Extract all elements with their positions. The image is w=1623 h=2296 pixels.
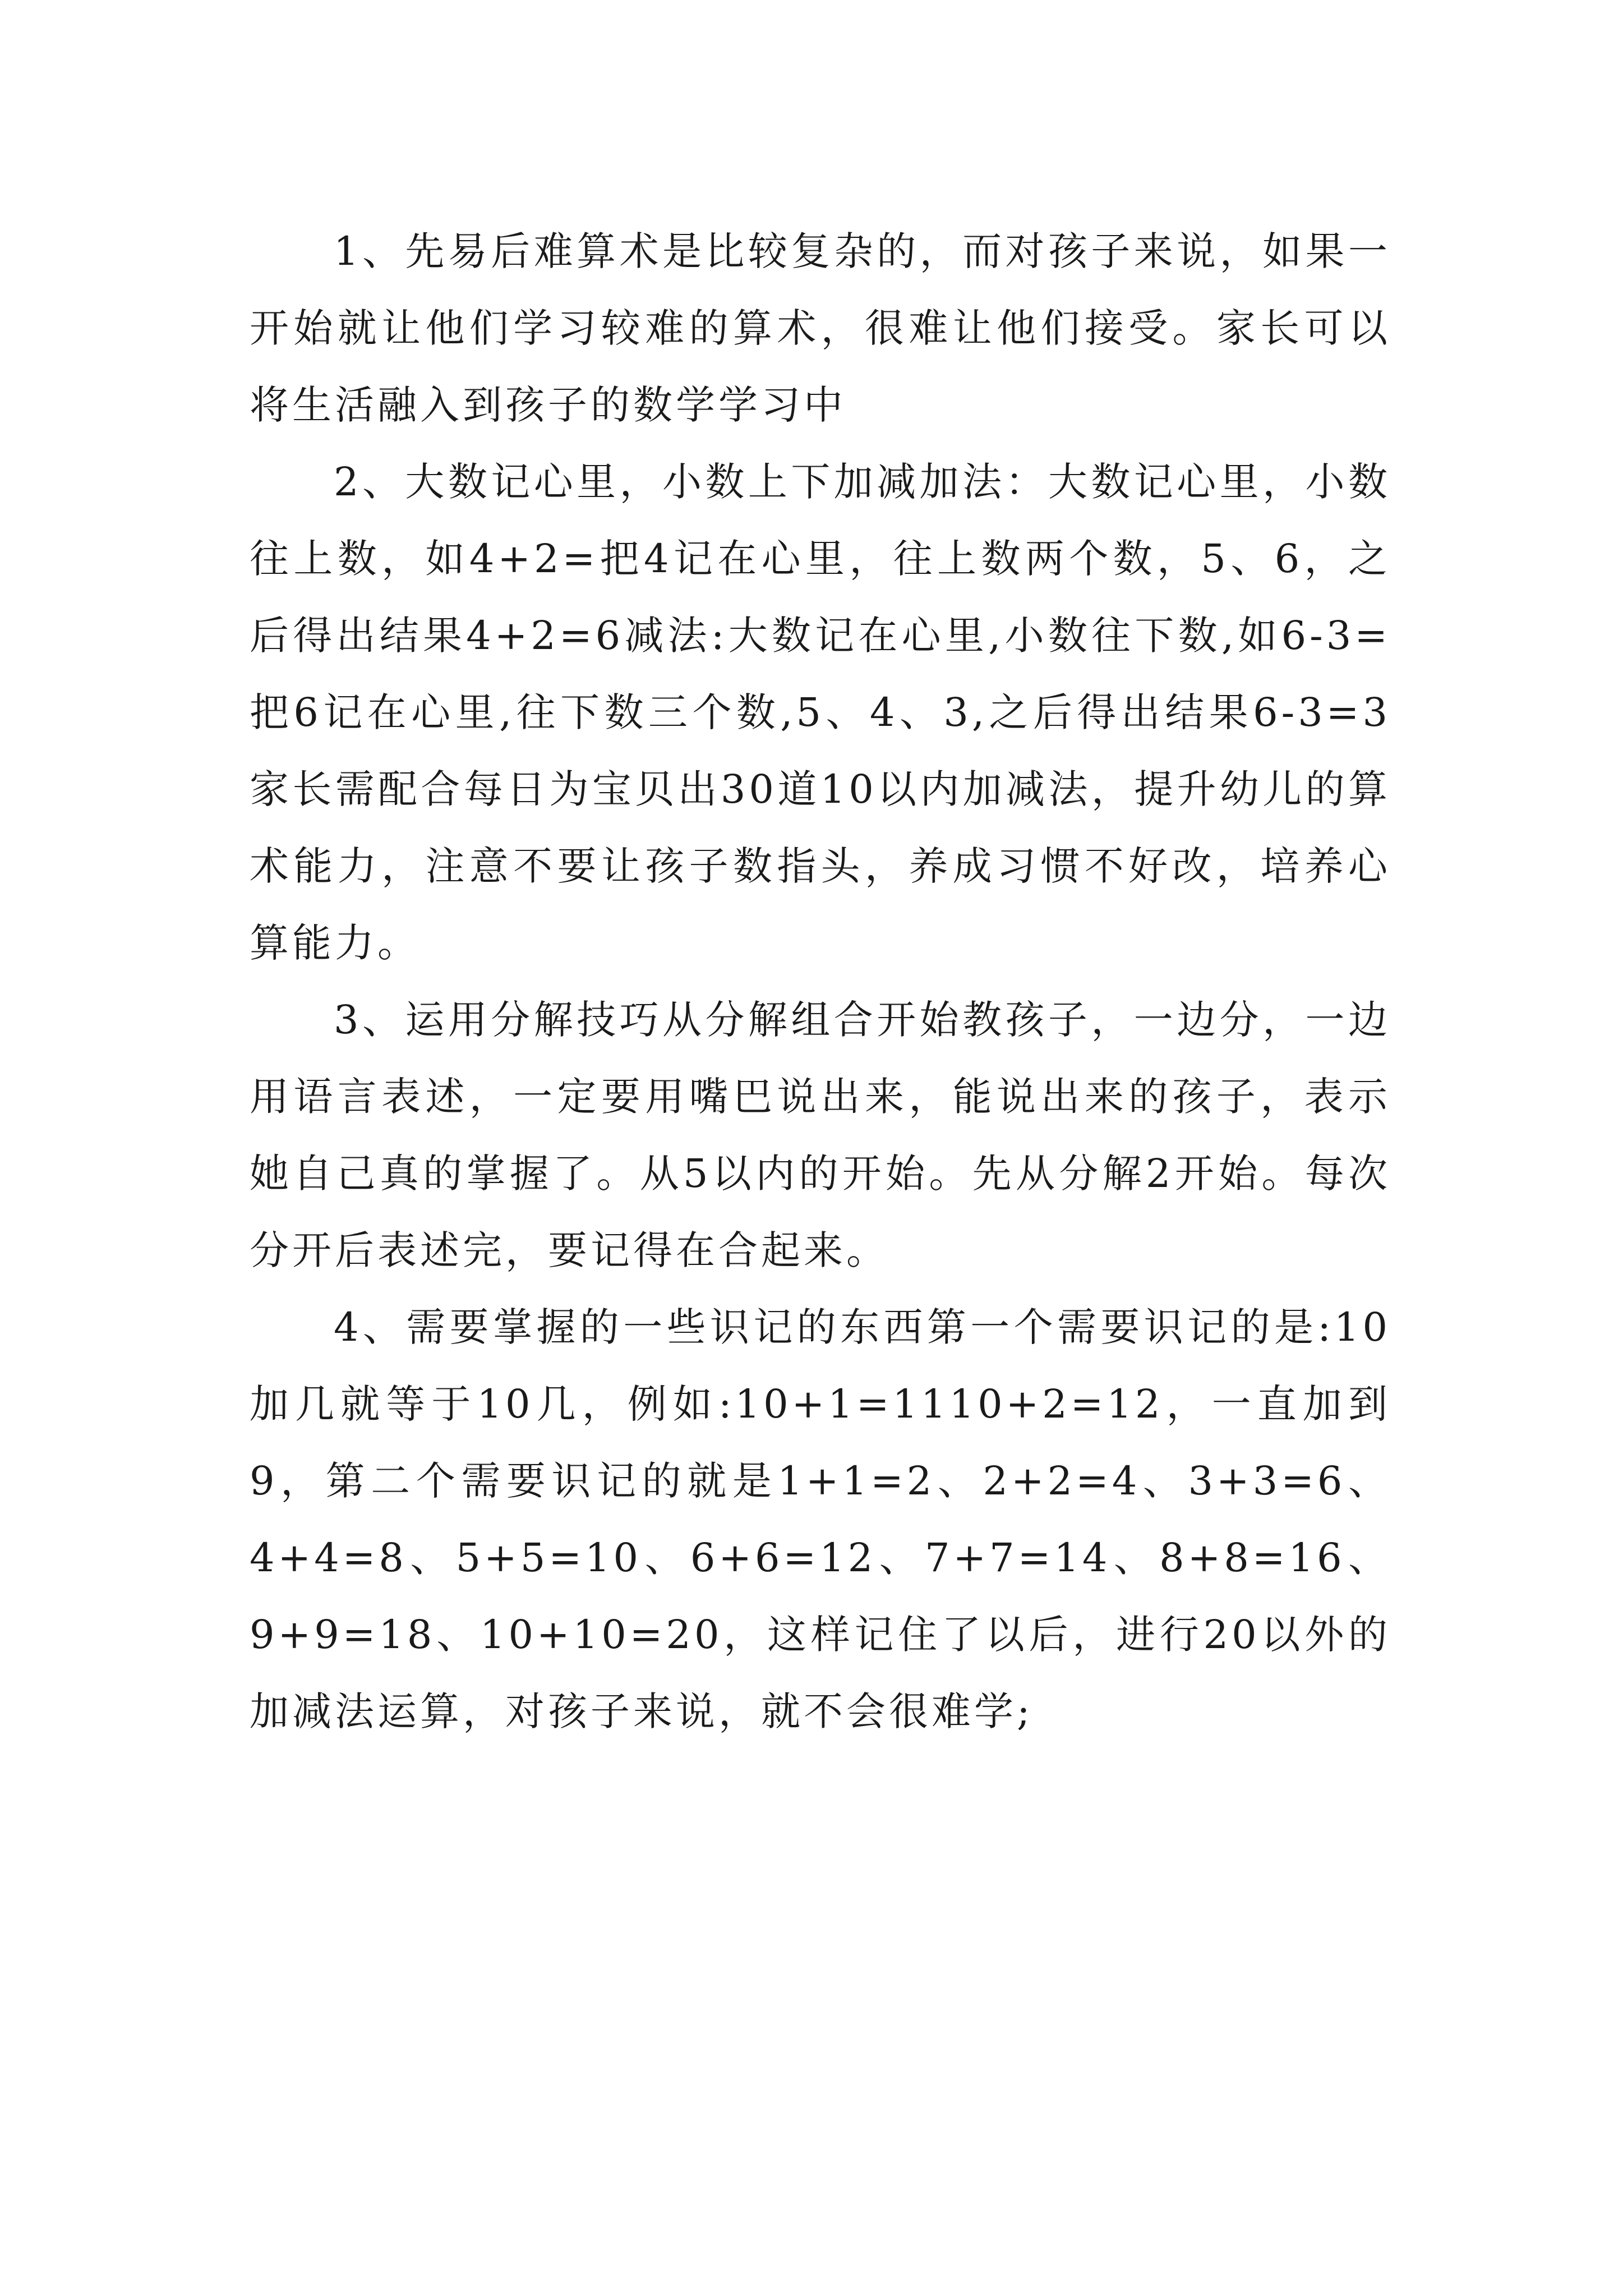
paragraph-3: 3、运用分解技巧从分解组合开始教孩子，一边分，一边用语言表述，一定要用嘴巴说出来，能说出来的孩子，表示她自己真的掌握了。从5以内的开始。先从分解2开始。每次分开后表述完，要记得在合起来。: [250, 997, 1391, 1273]
document-body: [250, 213, 1391, 1750]
paragraph-2: 2、大数记心里，小数上下加减加法：大数记心里，小数往上数，如4+2=把4记在心里，往上数两个数，5、6，之后得出结果4+2=6减法:大数记在心里,小数往下数,如6-3=把6记在心里,往下数三个数,5、4、3,之后得出结果6-3=3家长需配合每日为宝贝出30道10以内加减法，提升幼儿的算术能力，注意不要让孩子数指头，养成习惯不好改，培养心算能力。: [250, 459, 1391, 966]
paragraph-4: 4、需要掌握的一些识记的东西第一个需要识记的是:10加几就等于10几，例如:10+1=1110+2=12，一直加到9，第二个需要识记的就是1+1=2、2+2=4、3+3=6、4+4=8、5+5=10、6+6=12、7+7=14、8+8=16、9+9=18、10+10=20，这样记住了以后，进行20以外的加减法运算，对孩子来说，就不会很难学;: [250, 1304, 1391, 1734]
paragraph-1: 1、先易后难算术是比较复杂的，而对孩子来说，如果一开始就让他们学习较难的算术，很难让他们接受。家长可以将生活融入到孩子的数学学习中: [250, 228, 1391, 428]
